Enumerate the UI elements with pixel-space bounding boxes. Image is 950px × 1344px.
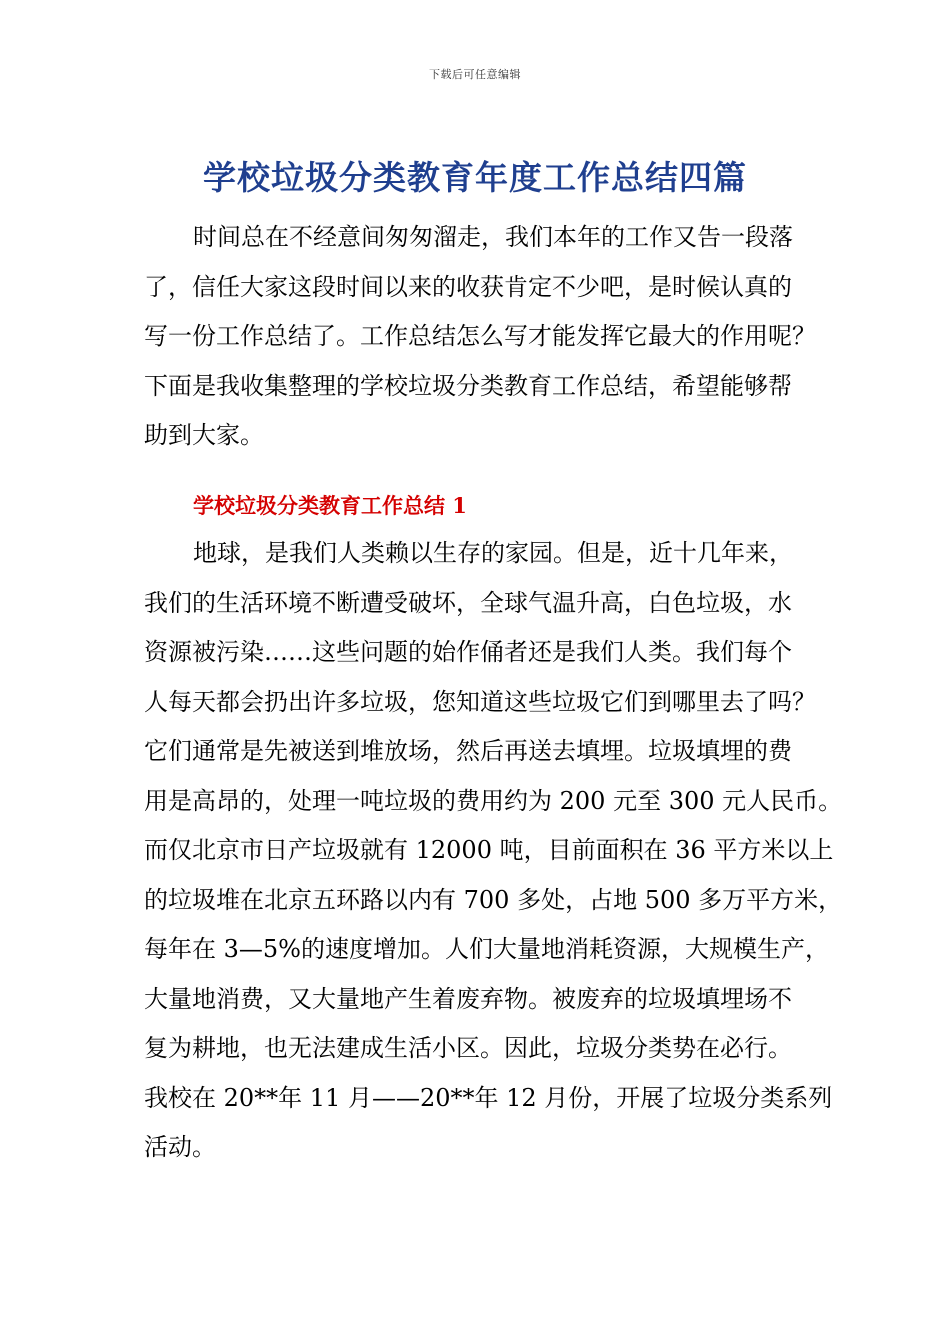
section-line: 的垃圾堆在北京五环路以内有 700 多处，占地 500 多万平方米， [144, 885, 843, 914]
section-line: 每年在 3—5%的速度增加。人们大量地消耗资源，大规模生产， [144, 935, 829, 963]
intro-line: 写一份工作总结了。工作总结怎么写才能发挥它最大的作用呢？ [144, 322, 816, 350]
section-line: 人每天都会扔出许多垃圾，您知道这些垃圾它们到哪里去了吗？ [144, 687, 816, 716]
intro-line: 下面是我收集整理的学校垃圾分类教育工作总结，希望能够帮 [144, 371, 792, 400]
intro-line: 了，信任大家这段时间以来的收获肯定不少吧，是时候认真的 [144, 272, 792, 301]
section-line: 资源被污染……这些问题的始作俑者还是我们人类。我们每个 [144, 638, 792, 666]
intro-line: 助到大家。 [144, 421, 264, 449]
header-note: 下载后可任意编辑 [429, 68, 521, 81]
section-line: 用是高昂的，处理一吨垃圾的费用约为 200 元至 300 元人民币。 [144, 786, 843, 815]
section-line: 活动。 [144, 1133, 216, 1161]
section-line: 我们的生活环境不断遭受破坏，全球气温升高，白色垃圾，水 [144, 588, 792, 617]
intro-line: 时间总在不经意间匆匆溜走，我们本年的工作又告一段落 [193, 223, 793, 251]
section-heading: 学校垃圾分类教育工作总结 1 [193, 493, 467, 518]
section-line: 地球，是我们人类赖以生存的家园。但是，近十几年来， [193, 539, 793, 567]
section-paragraph [144, 529, 843, 1173]
intro-paragraph [144, 213, 816, 461]
section-line: 它们通常是先被送到堆放场，然后再送去填埋。垃圾填埋的费 [144, 737, 792, 765]
section-line: 复为耕地，也无法建成生活小区。因此，垃圾分类势在必行。 [144, 1034, 792, 1062]
document-title: 学校垃圾分类教育年度工作总结四篇 [203, 158, 747, 197]
section-line: 大量地消费，又大量地产生着废弃物。被废弃的垃圾填埋场不 [144, 984, 792, 1013]
section-line: 我校在 20**年 11 月——20**年 12 月份，开展了垃圾分类系列 [144, 1083, 833, 1112]
section-line: 而仅北京市日产垃圾就有 12000 吨，目前面积在 36 平方米以上 [144, 836, 834, 864]
